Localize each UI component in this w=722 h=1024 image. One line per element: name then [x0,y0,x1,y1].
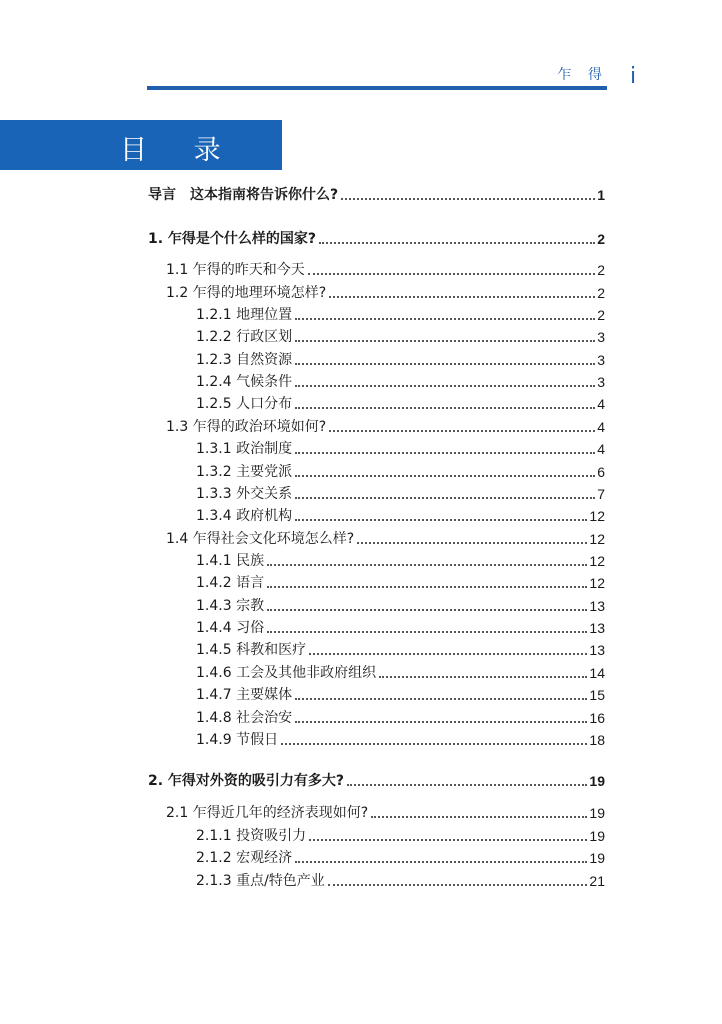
toc-entry-page: 12 [589,531,605,547]
toc-entry-label: 1.4.6 工会及其他非政府组织 [196,665,377,681]
toc-entry-label: 1.4 乍得社会文化环境怎么样? [166,531,355,547]
toc-entry-label: 2.1.1 投资吸引力 [196,828,307,844]
toc-entry-1-2-5[interactable] [196,391,605,413]
toc-entry-page: 2 [597,231,605,247]
toc-entry-label: 1.4.4 习俗 [196,620,265,636]
toc-entry-label: 1.3.1 政治制度 [196,441,293,457]
dot-leader [319,242,595,244]
toc-entry-1-3-2[interactable] [196,459,605,481]
toc-entry-label: 1.3 乍得的政治环境如何? [166,419,327,435]
toc-entry-2-1[interactable] [166,800,605,822]
toc-entry-1-4-5[interactable] [196,637,605,659]
toc-entry-page: 19 [589,828,605,844]
toc-entry-1-2-2[interactable] [196,324,605,346]
dot-leader [267,586,587,588]
toc-entry-label: 1.4.5 科教和医疗 [196,642,307,658]
toc-entry-1-4-7[interactable] [196,682,605,704]
dot-leader [341,198,595,200]
toc-entry-label: 1.1 乍得的昨天和今天 [166,262,305,278]
toc-entry-1-3-1[interactable] [196,436,605,458]
dot-leader [329,430,595,432]
toc-title: 目 录 [120,135,240,166]
toc-entry-page: 4 [597,419,605,435]
toc-entry-1-3-3[interactable] [196,481,605,503]
dot-leader [295,407,595,409]
dot-leader [309,839,587,841]
toc-entry-label: 1.2.2 行政区划 [196,329,293,345]
toc-entry-page: 21 [589,873,605,889]
dot-leader [329,296,595,298]
toc-entry-page: 16 [589,710,605,726]
toc-entry-chapter-1[interactable] [148,226,605,248]
toc-entry-page: 2 [597,285,605,301]
toc-entry-label: 1.3.3 外交关系 [196,486,293,502]
toc-entry-2-1-2[interactable] [196,845,605,867]
toc-entry-label: 1.4.1 民族 [196,553,265,569]
toc-entry-page: 4 [597,396,605,412]
toc-entry-1-4-3[interactable] [196,593,605,615]
toc-entry-1-4-6[interactable] [196,660,605,682]
dot-leader [379,676,587,678]
toc-entry-1-3-4[interactable] [196,503,605,525]
dot-leader [295,340,595,342]
toc-entry-page: 13 [589,642,605,658]
dot-leader [267,609,587,611]
toc-entry-1-3[interactable] [166,414,605,436]
toc-entry-label: 2.1 乍得近几年的经济表现如何? [166,805,369,821]
toc-entry-1-1[interactable] [166,257,605,279]
toc-entry-page: 13 [589,598,605,614]
dot-leader [295,497,595,499]
toc-entry-intro[interactable] [148,182,605,204]
dot-leader [295,318,595,320]
dot-leader [357,542,587,544]
dot-leader [295,698,587,700]
dot-leader [295,452,595,454]
toc-entry-page: 12 [589,553,605,569]
dot-leader [295,519,587,521]
running-header-title: 乍 得 [557,67,608,83]
toc-entry-label: 1.4.3 宗教 [196,598,265,614]
toc-entry-label: 1. 乍得是个什么样的国家? [148,231,317,247]
toc-entry-label: 1.2 乍得的地理环境怎样? [166,285,327,301]
toc-entry-label: 1.2.5 人口分布 [196,396,293,412]
toc-entry-1-4-4[interactable] [196,615,605,637]
toc-entry-label: 1.4.2 语言 [196,575,265,591]
toc-entry-1-2-4[interactable] [196,369,605,391]
toc-entry-1-2-3[interactable] [196,347,605,369]
toc-entry-label: 1.4.9 节假日 [196,732,279,748]
toc-entry-label: 1.4.7 主要媒体 [196,687,293,703]
toc-entry-page: 1 [597,187,605,203]
toc-entry-1-4-9[interactable] [196,727,605,749]
toc-entry-page: 19 [589,805,605,821]
page-number: i [630,64,637,89]
toc-entry-label: 2.1.3 重点/特色产业 [196,873,325,889]
toc-entry-page: 7 [597,486,605,502]
toc-entry-page: 19 [589,773,605,789]
toc-entry-chapter-2[interactable] [148,768,605,790]
toc-entry-label: 1.2.3 自然资源 [196,352,293,368]
dot-leader [295,363,595,365]
toc-entry-page: 4 [597,441,605,457]
toc-entry-1-2-1[interactable] [196,302,605,324]
toc-entry-page: 15 [589,687,605,703]
dot-leader [295,861,587,863]
toc-entry-page: 3 [597,329,605,345]
toc-entry-1-4-8[interactable] [196,705,605,727]
toc-entry-label: 1.2.1 地理位置 [196,307,293,323]
toc-entry-label: 2.1.2 宏观经济 [196,850,293,866]
dot-leader [281,743,587,745]
toc-entry-page: 18 [589,732,605,748]
toc-entry-page: 6 [597,464,605,480]
dot-leader [267,631,587,633]
toc-entry-label: 1.4.8 社会治安 [196,710,293,726]
dot-leader [309,653,587,655]
toc-entry-label: 1.3.2 主要党派 [196,464,293,480]
toc-entry-page: 12 [589,575,605,591]
dot-leader [295,385,595,387]
toc-entry-page: 2 [597,307,605,323]
dot-leader [267,564,587,566]
toc-entry-page: 2 [597,262,605,278]
toc-entry-1-4-1[interactable] [196,548,605,570]
toc-entry-1-4-2[interactable] [196,570,605,592]
toc-entry-label: 1.2.4 气候条件 [196,374,293,390]
toc-entry-label: 2. 乍得对外资的吸引力有多大? [148,773,345,789]
dot-leader [328,884,588,886]
dot-leader [295,475,595,477]
toc-entry-page: 13 [589,620,605,636]
toc-entry-2-1-1[interactable] [196,823,605,845]
toc-entry-page: 14 [589,665,605,681]
toc-entry-page: 12 [589,508,605,524]
dot-leader [308,273,595,275]
toc-entry-label: 1.3.4 政府机构 [196,508,293,524]
toc-entry-2-1-3[interactable] [196,868,605,890]
toc-entry-page: 3 [597,374,605,390]
dot-leader [347,784,587,786]
toc-entry-1-2[interactable] [166,280,605,302]
toc-entry-page: 19 [589,850,605,866]
dot-leader [371,816,587,818]
dot-leader [295,721,587,723]
toc-entry-page: 3 [597,352,605,368]
toc-entry-1-4[interactable] [166,526,605,548]
toc-entry-label: 导言 这本指南将告诉你什么? [148,187,339,203]
